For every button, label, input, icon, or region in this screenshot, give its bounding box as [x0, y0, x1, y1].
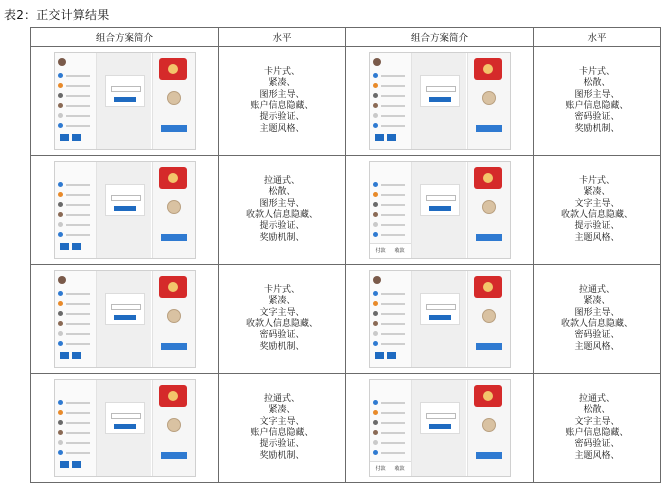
- list-item-icon: [58, 311, 63, 316]
- list-item-icon: [58, 222, 63, 227]
- pay-collect-bar: [370, 461, 411, 476]
- level-text: 拉通式、: [263, 176, 300, 187]
- list-item-icon: [373, 311, 378, 316]
- list-item-icon: [373, 291, 378, 296]
- list-item-icon: [58, 430, 63, 435]
- password-input[interactable]: [111, 195, 141, 201]
- level-text: 奖励机制、: [259, 341, 305, 352]
- level-text: 奖励机制、: [574, 123, 620, 134]
- red-packet-icon: [159, 276, 187, 298]
- verification-dialog: [420, 293, 460, 325]
- red-packet-icon: [159, 385, 187, 407]
- verification-panel: [97, 380, 151, 476]
- receive-button[interactable]: [72, 243, 81, 250]
- list-item[interactable]: [66, 303, 90, 305]
- password-input[interactable]: [426, 86, 456, 92]
- list-item-icon: [58, 291, 63, 296]
- red-packet-icon: [474, 276, 502, 298]
- level-text: 紧凑、: [583, 187, 611, 198]
- transfer-button[interactable]: [60, 134, 69, 141]
- verification-panel: [412, 380, 466, 476]
- result-panel: [467, 271, 511, 367]
- done-button[interactable]: [161, 234, 187, 241]
- level-text: 提示验证、: [259, 112, 305, 123]
- list-item[interactable]: [381, 224, 405, 226]
- list-item-icon: [373, 212, 378, 217]
- level-cell: [534, 156, 661, 265]
- done-button[interactable]: [476, 234, 502, 241]
- app-mockup-screenshot: [54, 270, 196, 368]
- mascot-icon: [167, 200, 181, 214]
- confirm-pay-button[interactable]: [114, 97, 136, 102]
- level-text: 账户信息隐藏、: [250, 101, 314, 111]
- confirm-pay-button[interactable]: [429, 424, 451, 429]
- list-item[interactable]: [381, 422, 405, 424]
- list-item-icon: [58, 331, 63, 336]
- level-text: 松散、: [583, 405, 611, 416]
- table-row: [31, 265, 661, 374]
- list-item[interactable]: [66, 293, 90, 295]
- scheme-cell: [31, 156, 219, 265]
- red-packet-icon: [474, 385, 502, 407]
- level-text: 卡片式、: [578, 176, 615, 187]
- password-input[interactable]: [111, 304, 141, 310]
- list-item-icon: [373, 192, 378, 197]
- list-item-icon: [58, 113, 63, 118]
- level-text: 提示验证、: [259, 439, 305, 450]
- level-cell: [534, 47, 661, 156]
- verification-dialog: [105, 293, 145, 325]
- list-item-icon: [58, 182, 63, 187]
- scheme-cell: [31, 47, 219, 156]
- confirm-pay-button[interactable]: [114, 424, 136, 429]
- level-text: 提示验证、: [259, 221, 305, 232]
- receive-button[interactable]: [72, 352, 81, 359]
- done-button[interactable]: [161, 452, 187, 459]
- header-level-right: 水平: [534, 28, 661, 47]
- list-item-icon: [58, 83, 63, 88]
- level-text: 图形主导、: [259, 198, 305, 209]
- verification-dialog: [105, 75, 145, 107]
- list-item[interactable]: [381, 234, 405, 236]
- list-item[interactable]: [381, 204, 405, 206]
- list-item[interactable]: [381, 293, 405, 295]
- avatar: [58, 276, 66, 284]
- confirm-pay-button[interactable]: [114, 206, 136, 211]
- list-item[interactable]: [381, 343, 405, 345]
- result-panel: [152, 53, 196, 149]
- pay-collect-bar: [370, 243, 411, 258]
- list-item[interactable]: [66, 412, 90, 414]
- avatar: [373, 58, 381, 66]
- level-text: 松散、: [268, 187, 296, 198]
- table-caption: 表2：正交计算结果: [4, 8, 110, 22]
- verification-dialog: [420, 75, 460, 107]
- done-button[interactable]: [476, 343, 502, 350]
- verification-panel: [97, 162, 151, 258]
- list-item-icon: [58, 301, 63, 306]
- red-packet-icon: [159, 58, 187, 80]
- level-cell: [219, 156, 346, 265]
- list-item-icon: [58, 400, 63, 405]
- list-item-icon: [373, 331, 378, 336]
- level-text: 紧凑、: [268, 78, 296, 89]
- level-text: 卡片式、: [263, 67, 300, 78]
- password-input[interactable]: [426, 304, 456, 310]
- list-item-icon: [58, 450, 63, 455]
- password-input[interactable]: [426, 195, 456, 201]
- confirm-pay-button[interactable]: [114, 315, 136, 320]
- level-text: 文字主导、: [574, 416, 620, 427]
- result-panel: [467, 380, 511, 476]
- list-item-icon: [58, 103, 63, 108]
- level-cell: [219, 374, 346, 483]
- list-item[interactable]: [66, 333, 90, 335]
- list-item[interactable]: [381, 402, 405, 404]
- list-item-icon: [373, 202, 378, 207]
- list-item[interactable]: [381, 115, 405, 117]
- level-text: 紧凑、: [268, 405, 296, 416]
- list-item[interactable]: [381, 194, 405, 196]
- list-item[interactable]: [66, 432, 90, 434]
- password-input[interactable]: [426, 413, 456, 419]
- list-item-icon: [373, 301, 378, 306]
- level-text: 图形主导、: [574, 307, 620, 318]
- list-item[interactable]: [381, 432, 405, 434]
- level-cell: [534, 265, 661, 374]
- level-text: 图形主导、: [574, 89, 620, 100]
- list-item[interactable]: [66, 105, 90, 107]
- list-item-icon: [373, 410, 378, 415]
- level-text: 主题风格、: [574, 341, 620, 352]
- list-item[interactable]: [381, 95, 405, 97]
- list-item[interactable]: [66, 343, 90, 345]
- verification-dialog: [420, 402, 460, 434]
- verification-dialog: [420, 184, 460, 216]
- result-panel: [467, 53, 511, 149]
- level-text: 拉通式、: [578, 285, 615, 296]
- scheme-cell: [346, 374, 534, 483]
- list-item-icon: [373, 440, 378, 445]
- password-input[interactable]: [111, 86, 141, 92]
- list-item[interactable]: [66, 313, 90, 315]
- verification-panel: [412, 162, 466, 258]
- app-mockup-screenshot: [369, 52, 511, 150]
- pay-button[interactable]: 付款: [375, 248, 386, 254]
- level-text: 收款人信息隐藏、: [245, 319, 318, 329]
- result-panel: [152, 380, 196, 476]
- app-mockup-screenshot: [54, 52, 196, 150]
- list-item-icon: [58, 232, 63, 237]
- list-item[interactable]: [66, 85, 90, 87]
- list-item[interactable]: [381, 323, 405, 325]
- list-item-icon: [58, 202, 63, 207]
- transfer-button[interactable]: [375, 352, 384, 359]
- avatar: [58, 58, 66, 66]
- list-item[interactable]: [381, 452, 405, 454]
- password-input[interactable]: [111, 413, 141, 419]
- transfer-button[interactable]: [60, 352, 69, 359]
- list-item[interactable]: [66, 125, 90, 127]
- level-cell: [219, 265, 346, 374]
- orthogonal-results-table: [30, 27, 661, 483]
- avatar: [373, 276, 381, 284]
- list-item-icon: [373, 123, 378, 128]
- result-panel: [467, 162, 511, 258]
- level-text: 主题风格、: [259, 123, 305, 134]
- list-item-icon: [58, 321, 63, 326]
- list-item[interactable]: [381, 105, 405, 107]
- scheme-cell: [31, 374, 219, 483]
- verification-panel: [412, 271, 466, 367]
- wallet-list-panel: [370, 380, 412, 476]
- list-item-icon: [373, 103, 378, 108]
- list-item[interactable]: [381, 75, 405, 77]
- verification-dialog: [105, 184, 145, 216]
- list-item-icon: [373, 93, 378, 98]
- list-item-icon: [58, 93, 63, 98]
- collect-button[interactable]: 收款: [394, 466, 405, 472]
- list-item-icon: [373, 341, 378, 346]
- level-text: 密码验证、: [574, 330, 620, 341]
- app-mockup-screenshot: [369, 270, 511, 368]
- done-button[interactable]: [161, 125, 187, 132]
- mascot-icon: [167, 91, 181, 105]
- table-row: [31, 156, 661, 265]
- receive-button[interactable]: [72, 134, 81, 141]
- list-item[interactable]: [381, 214, 405, 216]
- table-header-row: [31, 28, 661, 47]
- list-item[interactable]: [66, 204, 90, 206]
- level-text: 收款人信息隐藏、: [560, 319, 633, 329]
- transfer-button[interactable]: [60, 243, 69, 250]
- list-item[interactable]: [66, 452, 90, 454]
- mascot-icon: [482, 418, 496, 432]
- mascot-icon: [167, 309, 181, 323]
- confirm-pay-button[interactable]: [429, 206, 451, 211]
- mascot-icon: [482, 309, 496, 323]
- wallet-list-panel: [55, 380, 97, 476]
- level-text: 拉通式、: [578, 394, 615, 405]
- level-text: 收款人信息隐藏、: [245, 210, 318, 220]
- list-item-icon: [373, 113, 378, 118]
- level-text: 主题风格、: [574, 232, 620, 243]
- verification-panel: [97, 53, 151, 149]
- list-item[interactable]: [381, 303, 405, 305]
- list-item-icon: [373, 222, 378, 227]
- list-item[interactable]: [66, 234, 90, 236]
- verification-dialog: [105, 402, 145, 434]
- red-packet-icon: [159, 167, 187, 189]
- pay-button[interactable]: 付款: [375, 466, 386, 472]
- level-text: 提示验证、: [574, 221, 620, 232]
- wallet-list-panel: [370, 162, 412, 258]
- app-mockup-screenshot: [369, 161, 511, 259]
- level-text: 拉通式、: [263, 394, 300, 405]
- table-row: [31, 47, 661, 156]
- level-text: 卡片式、: [578, 67, 615, 78]
- transfer-button[interactable]: [375, 134, 384, 141]
- list-item[interactable]: [381, 313, 405, 315]
- level-text: 账户信息隐藏、: [565, 101, 629, 111]
- header-scheme-right: 组合方案简介: [346, 28, 534, 47]
- level-text: 文字主导、: [259, 307, 305, 318]
- level-text: 松散、: [583, 78, 611, 89]
- level-text: 紧凑、: [268, 296, 296, 307]
- red-packet-icon: [474, 167, 502, 189]
- app-mockup-screenshot: [54, 161, 196, 259]
- list-item-icon: [58, 440, 63, 445]
- level-text: 奖励机制、: [259, 232, 305, 243]
- list-item[interactable]: [66, 323, 90, 325]
- list-item[interactable]: [66, 214, 90, 216]
- confirm-pay-button[interactable]: [429, 97, 451, 102]
- transfer-button[interactable]: [60, 461, 69, 468]
- verification-panel: [412, 53, 466, 149]
- list-item[interactable]: [381, 85, 405, 87]
- confirm-pay-button[interactable]: [429, 315, 451, 320]
- mascot-icon: [167, 418, 181, 432]
- wallet-list-panel: [55, 162, 97, 258]
- list-item[interactable]: [66, 184, 90, 186]
- list-item-icon: [58, 73, 63, 78]
- list-item-icon: [58, 410, 63, 415]
- list-item-icon: [58, 420, 63, 425]
- list-item-icon: [373, 232, 378, 237]
- list-item-icon: [373, 400, 378, 405]
- list-item[interactable]: [381, 125, 405, 127]
- mascot-icon: [482, 91, 496, 105]
- level-text: 账户信息隐藏、: [250, 428, 314, 438]
- receive-button[interactable]: [387, 352, 396, 359]
- done-button[interactable]: [476, 452, 502, 459]
- scheme-cell: [346, 156, 534, 265]
- level-text: 收款人信息隐藏、: [560, 210, 633, 220]
- list-item[interactable]: [66, 442, 90, 444]
- list-item[interactable]: [381, 442, 405, 444]
- level-text: 卡片式、: [263, 285, 300, 296]
- list-item[interactable]: [381, 184, 405, 186]
- level-text: 文字主导、: [259, 416, 305, 427]
- level-text: 密码验证、: [574, 112, 620, 123]
- list-item[interactable]: [66, 422, 90, 424]
- list-item-icon: [373, 430, 378, 435]
- red-packet-icon: [474, 58, 502, 80]
- list-item-icon: [58, 341, 63, 346]
- result-panel: [152, 162, 196, 258]
- receive-button[interactable]: [387, 134, 396, 141]
- list-item-icon: [373, 321, 378, 326]
- list-item[interactable]: [66, 194, 90, 196]
- list-item[interactable]: [66, 115, 90, 117]
- table-row: [31, 374, 661, 483]
- level-text: 图形主导、: [259, 89, 305, 100]
- scheme-cell: [346, 265, 534, 374]
- verification-panel: [97, 271, 151, 367]
- level-text: 文字主导、: [574, 198, 620, 209]
- wallet-list-panel: [370, 271, 412, 367]
- list-item[interactable]: [381, 412, 405, 414]
- list-item-icon: [373, 420, 378, 425]
- scheme-cell: [31, 265, 219, 374]
- wallet-list-panel: [55, 271, 97, 367]
- level-cell: [534, 374, 661, 483]
- wallet-list-panel: [370, 53, 412, 149]
- done-button[interactable]: [476, 125, 502, 132]
- level-text: 紧凑、: [583, 296, 611, 307]
- list-item[interactable]: [66, 224, 90, 226]
- app-mockup-screenshot: [54, 379, 196, 477]
- list-item-icon: [58, 123, 63, 128]
- list-item[interactable]: [66, 75, 90, 77]
- app-mockup-screenshot: [369, 379, 511, 477]
- receive-button[interactable]: [72, 461, 81, 468]
- collect-button[interactable]: 收款: [394, 248, 405, 254]
- list-item-icon: [373, 83, 378, 88]
- list-item-icon: [373, 73, 378, 78]
- level-text: 主题风格、: [574, 450, 620, 461]
- mascot-icon: [482, 200, 496, 214]
- header-scheme-left: 组合方案简介: [31, 28, 219, 47]
- list-item[interactable]: [66, 95, 90, 97]
- list-item[interactable]: [381, 333, 405, 335]
- result-panel: [152, 271, 196, 367]
- header-level-left: 水平: [219, 28, 346, 47]
- done-button[interactable]: [161, 343, 187, 350]
- level-text: 密码验证、: [574, 439, 620, 450]
- list-item-icon: [373, 450, 378, 455]
- list-item-icon: [373, 182, 378, 187]
- wallet-list-panel: [55, 53, 97, 149]
- list-item-icon: [58, 212, 63, 217]
- level-text: 账户信息隐藏、: [565, 428, 629, 438]
- level-text: 奖励机制、: [259, 450, 305, 461]
- scheme-cell: [346, 47, 534, 156]
- level-cell: [219, 47, 346, 156]
- level-text: 密码验证、: [259, 330, 305, 341]
- list-item[interactable]: [66, 402, 90, 404]
- list-item-icon: [58, 192, 63, 197]
